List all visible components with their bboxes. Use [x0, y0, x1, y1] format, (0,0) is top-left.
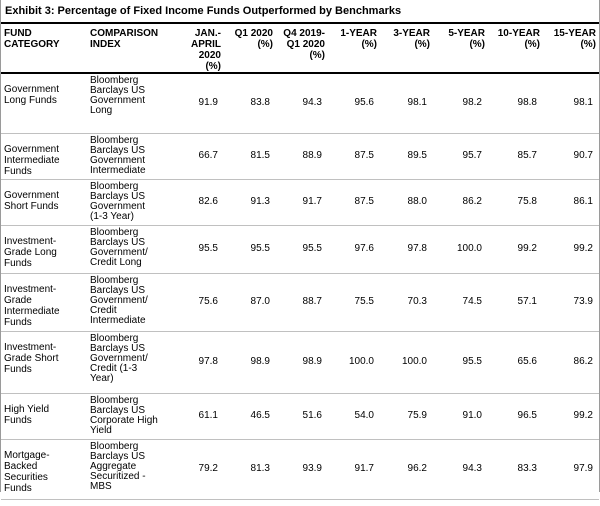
comparison-index-line: Bloomberg	[90, 180, 139, 192]
comparison-index-line: Government/	[90, 352, 148, 364]
fund-category-line: Funds	[4, 316, 32, 328]
comparison-index-line: Yield	[90, 424, 112, 436]
comparison-index-line: Corporate High	[90, 414, 158, 426]
header-period	[276, 24, 328, 73]
fund-category-line: Securities	[4, 471, 48, 483]
fund-category-line: Funds	[4, 482, 32, 494]
value-cell: 98.9	[250, 356, 270, 367]
table-row	[1, 331, 599, 393]
value-cell: 89.5	[407, 150, 427, 161]
value-cell: 91.0	[462, 410, 482, 421]
value-cell: 82.6	[198, 196, 218, 207]
fund-category-line: Investment-	[4, 235, 57, 247]
header-period-line: (%)	[469, 39, 485, 50]
header-period	[543, 24, 599, 73]
comparison-index-line: MBS	[90, 480, 112, 492]
value-cell: 65.6	[517, 356, 537, 367]
fund-category-line: Government	[4, 189, 60, 201]
fund-category-line: Short Funds	[4, 200, 59, 212]
value-cell: 79.2	[198, 463, 218, 474]
value-cell: 87.5	[354, 196, 374, 207]
header-period	[328, 24, 380, 73]
fund-category-line: Government	[4, 143, 60, 155]
fund-category-cell	[1, 133, 87, 179]
header-period	[380, 24, 433, 73]
table-continuation-edge	[1, 500, 599, 506]
value-cell: 88.9	[302, 150, 322, 161]
value-cell: 86.2	[573, 356, 593, 367]
table-row	[1, 133, 599, 179]
value-cell: 51.6	[302, 410, 322, 421]
comparison-index-line: Credit	[90, 304, 117, 316]
fund-category-line: Intermediate	[4, 154, 60, 166]
fund-category-cell	[1, 331, 87, 393]
value-cell: 91.3	[250, 196, 270, 207]
header-period	[224, 24, 276, 73]
fund-category-line: Grade Long	[4, 246, 57, 258]
header-row	[1, 24, 599, 73]
fund-category-cell	[1, 439, 87, 499]
header-comparison-index-line: COMPARISON	[90, 28, 159, 39]
fund-category-line: Long Funds	[4, 95, 57, 106]
comparison-index-line: Bloomberg	[90, 440, 139, 452]
value-cell: 97.6	[354, 243, 374, 254]
value-cell: 74.5	[462, 296, 482, 307]
header-period-line: (%)	[361, 39, 377, 50]
header-comparison-index-line: INDEX	[90, 39, 121, 50]
header-period	[433, 24, 488, 73]
value-cell: 97.8	[407, 243, 427, 254]
header-period-line: 2020	[198, 50, 221, 61]
comparison-index-line: Barclays US	[90, 450, 146, 462]
table-row	[1, 225, 599, 273]
value-cell: 75.6	[198, 296, 218, 307]
fund-category-line: Funds	[4, 165, 32, 177]
header-fund-category-line: FUND	[4, 28, 32, 39]
value-cell: 100.0	[348, 356, 374, 367]
value-cell: 75.8	[517, 196, 537, 207]
value-cell: 81.3	[250, 463, 270, 474]
header-period-line: (%)	[580, 39, 596, 50]
comparison-index-line: Government	[90, 200, 146, 212]
comparison-index-line: Bloomberg	[90, 394, 139, 406]
header-period-line: Q4 2019-	[283, 28, 325, 39]
table-body	[1, 73, 599, 499]
header-period-line: Q1 2020	[234, 28, 273, 39]
value-cell: 97.9	[573, 463, 593, 474]
value-cell: 85.7	[517, 150, 537, 161]
comparison-index-line: Bloomberg	[90, 332, 139, 344]
fund-category-line: Government	[4, 84, 60, 95]
value-cell: 66.7	[198, 150, 218, 161]
comparison-index-line: Barclays US	[90, 342, 146, 354]
comparison-index-line: Intermediate	[90, 314, 146, 326]
comparison-index-line: Barclays US	[90, 284, 146, 296]
value-cell: 91.7	[354, 463, 374, 474]
header-period-line: Q1 2020	[286, 39, 325, 50]
value-cell: 95.5	[462, 356, 482, 367]
value-cell: 98.1	[573, 97, 593, 109]
value-cell: 98.1	[407, 97, 427, 109]
value-cell: 95.5	[302, 243, 322, 254]
value-cell: 75.5	[354, 296, 374, 307]
funds-table	[1, 24, 599, 500]
value-cell: 95.7	[462, 150, 482, 161]
value-cell: 98.8	[517, 97, 537, 109]
header-period-line: APRIL	[191, 39, 221, 50]
comparison-index-cell	[87, 133, 182, 179]
comparison-index-cell	[87, 439, 182, 499]
table-row	[1, 439, 599, 499]
value-cell: 94.3	[462, 463, 482, 474]
fund-category-line: Funds	[4, 414, 32, 426]
value-cell: 83.8	[250, 97, 270, 109]
value-cell: 57.1	[517, 296, 537, 307]
header-period	[488, 24, 543, 73]
value-cell: 70.3	[407, 296, 427, 307]
header-period-line: (%)	[309, 50, 325, 61]
comparison-index-cell	[87, 73, 182, 133]
header-period-line: 3-YEAR	[393, 28, 430, 39]
table-row	[1, 73, 599, 133]
comparison-index-line: Barclays US	[90, 144, 146, 156]
comparison-index-line: Bloomberg	[90, 226, 139, 238]
value-cell: 54.0	[354, 410, 374, 421]
comparison-index-line: Barclays US	[90, 85, 146, 96]
comparison-index-line: Long	[90, 105, 113, 116]
value-cell: 90.7	[573, 150, 593, 161]
fund-category-line: Funds	[4, 257, 32, 269]
exhibit-title: Exhibit 3: Percentage of Fixed Income Funds Outperformed by Benchmarks	[1, 0, 599, 24]
fund-category-line: Investment-	[4, 283, 57, 295]
comparison-index-line: Credit Long	[90, 256, 142, 268]
value-cell: 93.9	[302, 463, 322, 474]
value-cell: 98.9	[302, 356, 322, 367]
fund-category-cell	[1, 393, 87, 439]
value-cell: 99.2	[573, 243, 593, 254]
value-cell: 95.5	[250, 243, 270, 254]
comparison-index-line: Aggregate	[90, 460, 137, 472]
value-cell: 73.9	[573, 296, 593, 307]
comparison-index-line: Government/	[90, 294, 148, 306]
header-comparison-index	[87, 24, 182, 73]
header-period-line: (%)	[414, 39, 430, 50]
value-cell: 95.5	[198, 243, 218, 254]
comparison-index-line: Bloomberg	[90, 134, 139, 146]
comparison-index-cell	[87, 331, 182, 393]
table-row	[1, 393, 599, 439]
value-cell: 86.2	[462, 196, 482, 207]
value-cell: 81.5	[250, 150, 270, 161]
fund-category-line: Intermediate	[4, 305, 60, 317]
fund-category-cell	[1, 225, 87, 273]
value-cell: 88.7	[302, 296, 322, 307]
value-cell: 88.0	[407, 196, 427, 207]
comparison-index-line: Government/	[90, 246, 148, 258]
comparison-index-line: Government	[90, 154, 146, 166]
comparison-index-cell	[87, 393, 182, 439]
value-cell: 86.1	[573, 196, 593, 207]
value-cell: 96.5	[517, 410, 537, 421]
value-cell: 99.2	[517, 243, 537, 254]
table-row	[1, 273, 599, 331]
header-period-line: 5-YEAR	[448, 28, 485, 39]
comparison-index-line: Barclays US	[90, 236, 146, 248]
value-cell: 97.8	[198, 356, 218, 367]
value-cell: 46.5	[250, 410, 270, 421]
value-cell: 75.9	[407, 410, 427, 421]
comparison-index-cell	[87, 225, 182, 273]
fund-category-line: High Yield	[4, 403, 50, 415]
value-cell: 98.2	[462, 97, 482, 109]
comparison-index-line: Securitized -	[90, 470, 146, 482]
comparison-index-line: Government	[90, 95, 146, 106]
header-period	[182, 24, 224, 73]
fund-category-line: Funds	[4, 363, 32, 375]
value-cell: 95.6	[354, 97, 374, 109]
value-cell: 96.2	[407, 463, 427, 474]
value-cell: 61.1	[198, 410, 218, 421]
fund-category-line: Mortgage-	[4, 449, 50, 461]
comparison-index-line: Intermediate	[90, 164, 146, 176]
comparison-index-line: Bloomberg	[90, 75, 139, 86]
fund-category-line: Backed	[4, 460, 38, 472]
fund-category-line: Grade Short	[4, 352, 59, 364]
comparison-index-cell	[87, 273, 182, 331]
value-cell: 99.2	[573, 410, 593, 421]
value-cell: 91.7	[302, 196, 322, 207]
value-cell: 83.3	[517, 463, 537, 474]
comparison-index-line: Year)	[90, 372, 114, 384]
fund-category-line: Investment-	[4, 341, 57, 353]
header-period-line: (%)	[205, 61, 221, 72]
value-cell: 100.0	[401, 356, 427, 367]
value-cell: 91.9	[198, 97, 218, 109]
value-cell: 87.5	[354, 150, 374, 161]
header-period-line: 1-YEAR	[340, 28, 377, 39]
table-row	[1, 179, 599, 225]
comparison-index-line: Barclays US	[90, 404, 146, 416]
comparison-index-cell	[87, 179, 182, 225]
header-period-line: 10-YEAR	[497, 28, 540, 39]
header-period-line: (%)	[257, 39, 273, 50]
header-period-line: JAN.-	[194, 28, 221, 39]
value-cell: 87.0	[250, 296, 270, 307]
header-period-line: 15-YEAR	[553, 28, 596, 39]
header-fund-category	[1, 24, 87, 73]
header-period-line: (%)	[524, 39, 540, 50]
value-cell: 100.0	[456, 243, 482, 254]
comparison-index-line: Barclays US	[90, 190, 146, 202]
value-cell: 94.3	[302, 97, 322, 109]
fund-category-cell	[1, 179, 87, 225]
comparison-index-line: Bloomberg	[90, 274, 139, 286]
fund-category-cell	[1, 273, 87, 331]
comparison-index-line: (1-3 Year)	[90, 210, 134, 222]
comparison-index-line: Credit (1-3	[90, 362, 138, 374]
header-fund-category-line: CATEGORY	[4, 39, 60, 50]
fund-category-cell	[1, 73, 87, 133]
fund-category-line: Grade	[4, 294, 32, 306]
